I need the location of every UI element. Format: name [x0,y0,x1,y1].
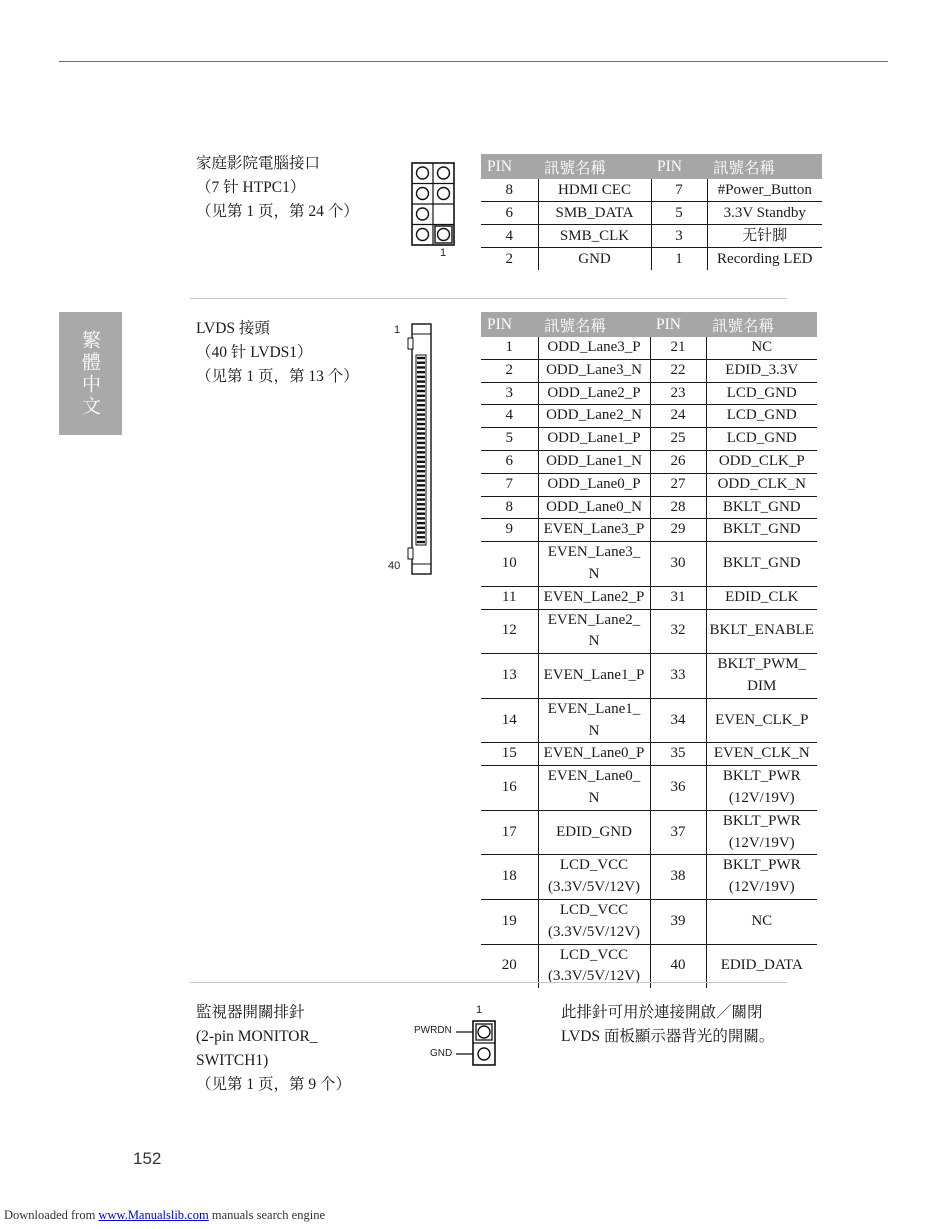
signal-name-cell: EDID_3.3V [706,359,817,382]
monitor-description [196,1001,351,1097]
signal-name-cell: SMB_DATA [538,202,651,225]
pin-number-cell: 25 [650,428,706,451]
signal-name-cell: LCD_VCC (3.3V/5V/12V) [538,944,650,988]
pin-number-cell: 12 [481,609,538,654]
pin-number-cell: 9 [481,519,538,542]
signal-name-cell: BKLT_GND [706,542,817,587]
signal-name-cell: EVEN_Lane3_P [538,519,650,542]
signal-name-cell: ODD_CLK_P [706,450,817,473]
pin-number-cell: 20 [501,957,517,974]
lvds-ref: （见第 1 页，第 13 个） [196,368,359,385]
section-divider [190,982,787,983]
header-signal: 訊號名稱 [538,154,651,179]
pin-number-cell: 1 [651,248,707,271]
monitor-title: 監視器開關排針 [196,1004,305,1021]
pin-number-cell: 26 [650,450,706,473]
signal-name-cell: LCD_VCC (3.3V/5V/12V) [538,899,650,944]
header-signal: 訊號名稱 [706,312,817,337]
signal-name-cell: EDID_DATA [706,944,817,988]
pin-number-cell: 3 [651,225,707,248]
pin-number-cell: 11 [481,586,538,609]
table-row [481,179,822,202]
pin-number-cell: 39 [650,899,706,944]
table-row [481,450,817,473]
header-signal: 訊號名稱 [538,312,650,337]
htpc-table-body [481,179,822,270]
pin-number-cell: 8 [481,496,538,519]
pin-number-cell: 22 [650,359,706,382]
pin-number-cell: 10 [481,542,538,587]
pin-number-cell: 7 [481,473,538,496]
pin-number-cell: 27 [650,473,706,496]
table-row [481,766,817,811]
signal-name-cell: HDMI CEC [538,179,651,202]
pin-number-cell: 38 [650,855,706,900]
pin-number-cell: 15 [481,743,538,766]
htpc-pin1-label: 1 [440,247,447,259]
signal-name-cell: NC [706,899,817,944]
pin-number-cell: 4 [481,405,538,428]
signal-name-cell: NC [706,337,817,359]
table-header-row [481,154,822,179]
table-row [481,698,817,743]
table-row [481,855,817,900]
table-row [481,496,817,519]
signal-name-cell: ODD_Lane0_P [538,473,650,496]
lvds-pin1-label: 1 [394,324,401,336]
pin-number-cell: 4 [481,225,538,248]
pin-number-cell: 21 [650,337,706,359]
signal-name-cell: ODD_Lane0_N [538,496,650,519]
signal-name-cell: EVEN_CLK_P [706,698,817,743]
signal-name-cell: EVEN_Lane1_P [538,654,650,699]
table-row [481,743,817,766]
signal-name-cell: BKLT_PWR (12V/19V) [706,810,817,855]
pin-number-cell: 30 [650,542,706,587]
monitor-ref: （见第 1 页，第 9 个） [196,1076,352,1093]
table-row [481,428,817,451]
table-row [481,202,822,225]
pin-number-cell: 35 [650,743,706,766]
pin-number-cell: 23 [650,382,706,405]
signal-name-cell: EVEN_CLK_N [706,743,817,766]
signal-name-cell: BKLT_PWR (12V/19V) [706,855,817,900]
pin-number-cell: 24 [650,405,706,428]
pin-number-cell: 33 [650,654,706,699]
htpc-ref: （见第 1 页，第 24 个） [196,203,359,220]
signal-name-cell: ODD_Lane2_P [538,382,650,405]
footer-suffix: manuals search engine [208,1208,325,1222]
table-row [481,337,817,359]
monitor-note-line-1: 此排針可用於連接開啟／關閉 [561,1004,763,1021]
pin-number-cell: 34 [650,698,706,743]
pin-number-cell: 1 [481,337,538,359]
signal-name-cell: 3.3V Standby [707,202,822,225]
monitor-header-diagram [456,1019,498,1067]
signal-name-cell: BKLT_GND [706,496,817,519]
pin-number-cell: 32 [650,609,706,654]
signal-name-cell: ODD_Lane3_N [538,359,650,382]
pin-number-cell: 14 [481,698,538,743]
signal-name-cell: #Power_Button [707,179,822,202]
lvds-table-body [481,337,817,988]
lvds-pin40-label: 40 [388,560,401,572]
header-pin: PIN [650,312,706,337]
pin-number-cell: 6 [481,202,538,225]
manualslib-link[interactable]: www.Manualslib.com [98,1208,209,1222]
pin-number-cell: 37 [650,810,706,855]
table-row [481,609,817,654]
monitor-subtitle-2: SWITCH1) [196,1052,269,1069]
pin-number-cell: 2 [505,251,513,267]
pin-number-cell: 36 [650,766,706,811]
table-row [481,382,817,405]
signal-name-cell: EVEN_Lane2_P [538,586,650,609]
lvds-connector-diagram [406,322,434,576]
monitor-note-line-2: LVDS 面板顯示器背光的開關。 [561,1028,775,1045]
monitor-pin1-label: 1 [476,1004,483,1016]
signal-name-cell: 无针脚 [707,225,822,248]
pin-number-cell: 17 [481,810,538,855]
monitor-subtitle-1: (2-pin MONITOR_ [196,1028,318,1045]
pin-number-cell: 31 [650,586,706,609]
table-row [481,405,817,428]
signal-name-cell: BKLT_PWR (12V/19V) [706,766,817,811]
pin-number-cell: 7 [651,179,707,202]
signal-name-cell: BKLT_PWM_ DIM [706,654,817,699]
pin-number-cell: 13 [481,654,538,699]
table-row [481,542,817,587]
signal-name-cell: EVEN_Lane0_P [538,743,650,766]
table-row [481,519,817,542]
table-row [481,359,817,382]
footer-prefix: Downloaded from [4,1208,99,1222]
signal-name-cell: Recording LED [707,248,822,271]
side-tab-label: 繁體中文 [79,329,101,418]
pin-number-cell: 2 [481,359,538,382]
signal-name-cell: EVEN_Lane2_ N [538,609,650,654]
pin-number-cell: 5 [481,428,538,451]
signal-name-cell: EVEN_Lane0_ N [538,766,650,811]
signal-name-cell: GND [538,248,651,271]
signal-name-cell: BKLT_ENABLE [706,609,817,654]
lvds-subtitle: （40 针 LVDS1） [196,344,313,361]
htpc-title: 家庭影院電腦接口 [196,155,321,172]
pin-number-cell: 28 [650,496,706,519]
signal-name-cell: LCD_GND [706,382,817,405]
top-rule [59,61,888,62]
pin-number-cell: 8 [481,179,538,202]
pin-number-cell: 3 [481,382,538,405]
download-footer [4,1208,325,1223]
pin-number-cell: 40 [650,944,706,988]
htpc-subtitle: （7 针 HTPC1） [196,179,306,196]
signal-name-cell: ODD_Lane1_N [538,450,650,473]
signal-name-cell: SMB_CLK [538,225,651,248]
header-pin: PIN [481,312,538,337]
header-pin: PIN [481,154,538,179]
table-row [481,586,817,609]
signal-name-cell: LCD_GND [706,428,817,451]
lvds-pin-table [481,312,817,988]
htpc-description [196,152,359,224]
header-signal: 訊號名稱 [707,154,822,179]
section-divider [190,298,787,299]
pin-number-cell: 6 [481,450,538,473]
signal-name-cell: ODD_Lane2_N [538,405,650,428]
pin-number-cell: 18 [481,855,538,900]
table-row [481,473,817,496]
table-header-row [481,312,817,337]
monitor-gnd-label: GND [430,1048,453,1059]
htpc-pin-table [481,154,822,270]
signal-name-cell: EVEN_Lane3_ N [538,542,650,587]
signal-name-cell: EDID_CLK [706,586,817,609]
signal-name-cell: ODD_CLK_N [706,473,817,496]
lvds-description [196,317,359,389]
header-pin: PIN [651,154,707,179]
lvds-title: LVDS 接頭 [196,320,270,337]
pin-number-cell: 16 [481,766,538,811]
table-row [481,810,817,855]
monitor-pwrdn-label: PWRDN [414,1025,452,1036]
htpc-header-diagram [411,162,455,260]
signal-name-cell: ODD_Lane3_P [538,337,650,359]
pin-number-cell: 5 [651,202,707,225]
signal-name-cell: LCD_GND [706,405,817,428]
language-side-tab [59,312,122,435]
signal-name-cell: EVEN_Lane1_ N [538,698,650,743]
page-number: 152 [133,1149,162,1168]
signal-name-cell: ODD_Lane1_P [538,428,650,451]
table-row [481,654,817,699]
signal-name-cell: LCD_VCC (3.3V/5V/12V) [538,855,650,900]
pin-number-cell: 19 [481,899,538,944]
signal-name-cell: EDID_GND [538,810,650,855]
table-row [481,225,822,248]
monitor-note [561,1001,774,1049]
table-row [481,248,822,271]
signal-name-cell: BKLT_GND [706,519,817,542]
table-row [481,899,817,944]
pin-number-cell: 29 [650,519,706,542]
